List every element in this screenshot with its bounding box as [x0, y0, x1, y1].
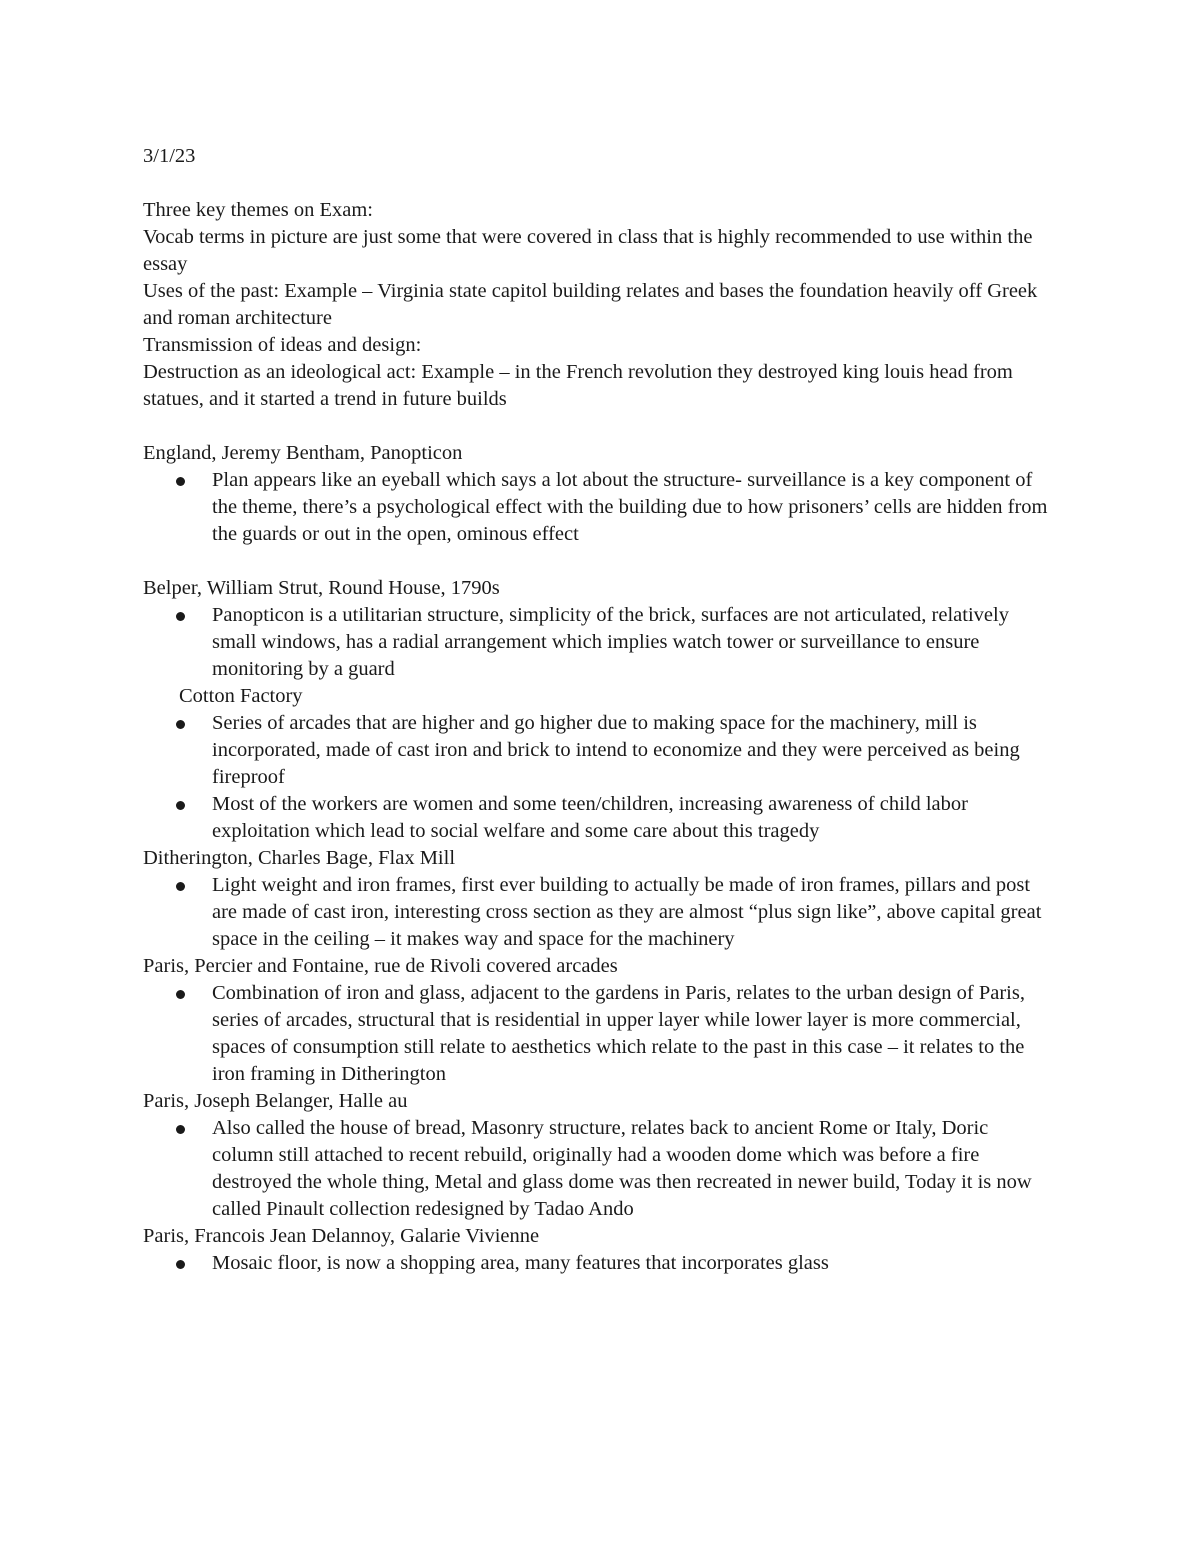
bullet-text: Mosaic floor, is now a shopping area, many features that incorporates glass [212, 1252, 829, 1274]
bullet-text: Series of arcades that are higher and go higher due to making space for the machinery, mill is incorporated, made of cast iron and brick to intend to economize and they were perceived as being fireproof [212, 712, 1020, 788]
ditherington-heading: Ditherington, Charles Bage, Flax Mill [143, 847, 456, 869]
list-item [212, 1115, 1050, 1223]
belper-heading: Belper, William Strut, Round House, 1790s [143, 577, 500, 599]
bullet-icon [176, 801, 185, 810]
bullet-icon [176, 990, 185, 999]
vocab-note: Vocab terms in picture are just some that were covered in class that is highly recommended to use within the essay [143, 226, 1033, 275]
bullet-icon [176, 1260, 185, 1269]
halle-heading: Paris, Joseph Belanger, Halle au [143, 1090, 408, 1112]
bullet-text: Light weight and iron frames, first ever building to actually be made of iron frames, pillars and post are made of cast iron, interesting cross section as they are almost “plus sign like”, above capital great space in the ceiling – it makes way and space for the machinery [212, 874, 1042, 950]
panopticon-bullets [143, 467, 1050, 548]
bullet-text: Plan appears like an eyeball which says a lot about the structure- surveillance is a key component of the theme, there’s a psychological effect with the building due to how prisoners’ cells are hidden from the guards or out in the open, ominous effect [212, 469, 1048, 545]
bullet-icon [176, 477, 185, 486]
halle-bullets [143, 1115, 1050, 1223]
bullet-icon [176, 1125, 185, 1134]
list-item [212, 467, 1050, 548]
list-item [212, 791, 1050, 845]
bullet-text: Panopticon is a utilitarian structure, simplicity of the brick, surfaces are not articulated, relatively small windows, has a radial arrangement which implies watch tower or surveillance to ensure monitoring by a guard [212, 604, 1009, 680]
transmission-note: Transmission of ideas and design: [143, 334, 422, 356]
vivienne-bullets [143, 1250, 1050, 1277]
bullet-icon [176, 882, 185, 891]
ditherington-bullets [143, 872, 1050, 953]
list-item [212, 980, 1050, 1088]
rivoli-bullets [143, 980, 1050, 1088]
uses-of-past-note: Uses of the past: Example – Virginia state capitol building relates and bases the foundation heavily off Greek and roman architecture [143, 280, 1038, 329]
bullet-text: Combination of iron and glass, adjacent to the gardens in Paris, relates to the urban design of Paris, series of arcades, structural that is residential in upper layer while lower layer is more commercial, spaces of consumption still relate to aesthetics which relate to the past in this case – it relates to the iron framing in Ditherington [212, 982, 1025, 1085]
list-item [212, 1250, 1050, 1277]
cotton-factory-subheading: Cotton Factory [179, 685, 303, 707]
panopticon-heading: England, Jeremy Bentham, Panopticon [143, 442, 463, 464]
cotton-factory-bullets [143, 710, 1050, 845]
rivoli-heading: Paris, Percier and Fontaine, rue de Rivoli covered arcades [143, 955, 618, 977]
blank-line [143, 548, 1050, 575]
vivienne-heading: Paris, Francois Jean Delannoy, Galarie Vivienne [143, 1225, 540, 1247]
themes-heading: Three key themes on Exam: [143, 199, 373, 221]
list-item [212, 710, 1050, 791]
blank-line [143, 413, 1050, 440]
bullet-text: Most of the workers are women and some teen/children, increasing awareness of child labor exploitation which lead to social welfare and some care about this tragedy [212, 793, 968, 842]
bullet-text: Also called the house of bread, Masonry structure, relates back to ancient Rome or Italy, Doric column still attached to recent rebuild, originally had a wooden dome which was before a fire destroyed the whole thing, Metal and glass dome was then recreated in newer build, Today it is now called Pinault collection redesigned by Tadao Ando [212, 1117, 1032, 1220]
bullet-icon [176, 612, 185, 621]
bullet-icon [176, 720, 185, 729]
destruction-note: Destruction as an ideological act: Example – in the French revolution they destroyed king louis head from statues, and it started a trend in future builds [143, 361, 1013, 410]
belper-bullets [143, 602, 1050, 683]
list-item [212, 602, 1050, 683]
note-date: 3/1/23 [143, 145, 196, 167]
list-item [212, 872, 1050, 953]
